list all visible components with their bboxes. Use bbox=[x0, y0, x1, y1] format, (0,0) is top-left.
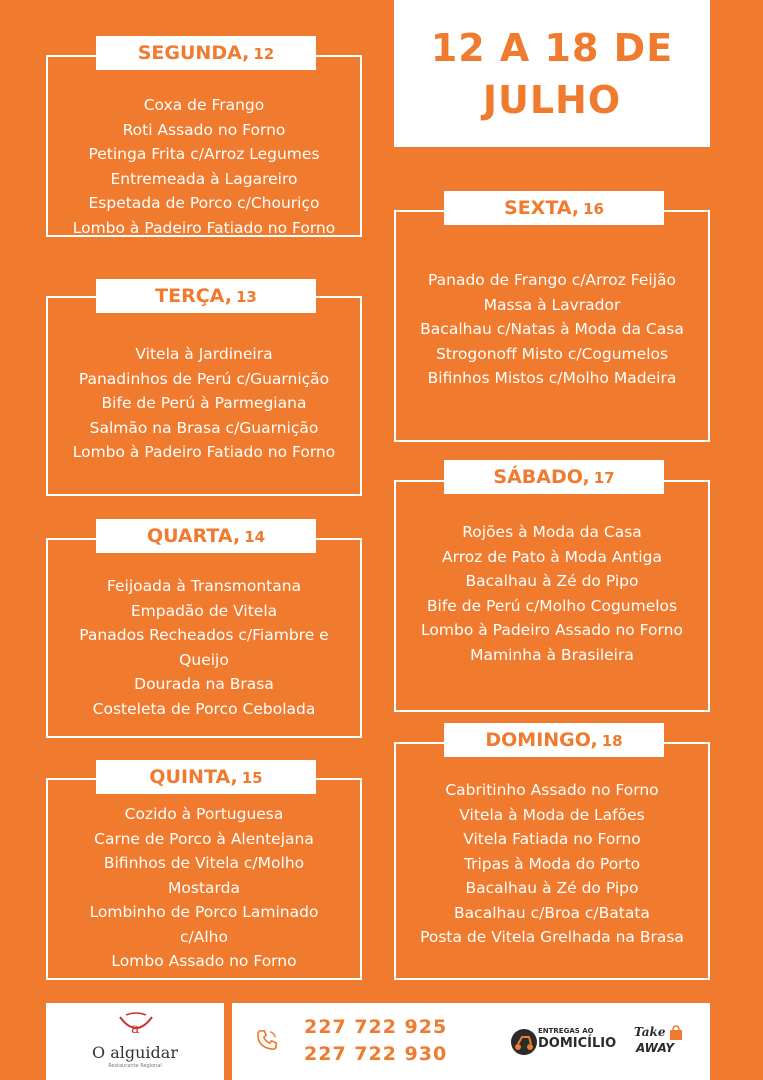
day-number: 15 bbox=[241, 769, 263, 787]
menu-item: Rojões à Moda da Casa bbox=[462, 523, 642, 541]
menu-item: Salmão na Brasa c/Guarnição bbox=[89, 418, 319, 437]
takeaway-text-top: Take bbox=[634, 1025, 666, 1039]
day-number: 13 bbox=[235, 288, 257, 306]
menu-item: Lombo à Padeiro Assado no Forno bbox=[421, 621, 683, 639]
menu-item: Posta de Vitela Grelhada na Brasa bbox=[420, 928, 684, 946]
menu-item: Arroz de Pato à Moda Antiga bbox=[442, 547, 662, 566]
menu-item: Bife de Perú c/Molho Cogumelos bbox=[426, 596, 678, 615]
day-name: SÁBADO, bbox=[493, 466, 590, 488]
day-card-thursday bbox=[46, 778, 362, 980]
day-tab-sunday bbox=[444, 723, 664, 757]
contact-panel bbox=[232, 1003, 710, 1080]
day-number: 12 bbox=[253, 45, 275, 63]
day-name: DOMINGO, bbox=[485, 729, 598, 751]
restaurant-logo-panel bbox=[46, 1003, 224, 1080]
takeaway-bag-icon bbox=[668, 1025, 684, 1041]
menu-item: Vitela à Moda de Lafões bbox=[459, 805, 645, 824]
menu-item: Bifinhos de Vitela c/Molho bbox=[103, 854, 305, 872]
menu-list bbox=[48, 342, 360, 465]
day-card-monday bbox=[46, 55, 362, 237]
menu-item: Panado de Frango c/Arroz Feijão bbox=[428, 271, 676, 289]
day-name: SEGUNDA, bbox=[137, 42, 250, 64]
menu-list bbox=[48, 93, 360, 240]
menu-item: Queijo bbox=[179, 650, 229, 669]
day-card-tuesday bbox=[46, 296, 362, 496]
menu-item: c/Alho bbox=[180, 927, 228, 946]
menu-item: Vitela Fatiada no Forno bbox=[463, 830, 641, 848]
day-card-saturday bbox=[394, 480, 710, 712]
day-number: 14 bbox=[244, 528, 266, 546]
menu-item: Bacalhau à Zé do Pipo bbox=[465, 879, 639, 897]
menu-item: Bifinhos Mistos c/Molho Madeira bbox=[427, 369, 677, 387]
day-number: 16 bbox=[583, 200, 604, 218]
menu-item: Empadão de Vitela bbox=[130, 601, 278, 620]
menu-item: Petinga Frita c/Arroz Legumes bbox=[88, 145, 320, 163]
menu-item: Massa à Lavrador bbox=[483, 295, 621, 314]
day-number: 17 bbox=[593, 469, 615, 487]
title-line-2: JULHO bbox=[482, 78, 622, 122]
menu-item: Lombinho de Porco Laminado bbox=[89, 903, 319, 921]
day-tab-thursday bbox=[96, 760, 316, 794]
phone-number-2[interactable]: 227 722 930 bbox=[304, 1043, 448, 1065]
menu-item: Bife de Perú à Parmegiana bbox=[101, 394, 307, 412]
day-number: 18 bbox=[601, 732, 623, 750]
date-range-title bbox=[394, 0, 710, 147]
day-card-sunday bbox=[394, 742, 710, 980]
menu-list bbox=[396, 268, 708, 391]
home-delivery-badge bbox=[510, 1025, 617, 1059]
day-tab-saturday bbox=[444, 460, 664, 494]
menu-item: Vitela à Jardineira bbox=[135, 345, 273, 363]
menu-item: Entremeada à Lagareiro bbox=[110, 169, 298, 188]
menu-list bbox=[48, 802, 360, 974]
alguidar-logo-icon bbox=[116, 1011, 156, 1041]
menu-item: Strogonoff Misto c/Cogumelos bbox=[435, 344, 669, 363]
menu-item: Roti Assado no Forno bbox=[122, 120, 286, 139]
menu-item: Maminha à Brasileira bbox=[470, 645, 634, 664]
logo-text: O alguidar bbox=[92, 1043, 178, 1062]
menu-item: Panadinhos de Perú c/Guarnição bbox=[78, 369, 330, 388]
day-tab-monday bbox=[96, 36, 316, 70]
scooter-icon bbox=[510, 1027, 538, 1057]
day-card-wednesday bbox=[46, 538, 362, 738]
day-card-friday bbox=[394, 210, 710, 442]
title-line-1: 12 A 18 DE bbox=[430, 26, 674, 70]
menu-item: Coxa de Frango bbox=[143, 96, 265, 114]
menu-item: Mostarda bbox=[168, 878, 240, 897]
menu-item: Dourada na Brasa bbox=[134, 675, 274, 693]
menu-item: Bacalhau c/Broa c/Batata bbox=[454, 903, 650, 922]
day-name: TERÇA, bbox=[155, 285, 232, 307]
delivery-text-bottom: DOMICÍLIO bbox=[538, 1036, 617, 1051]
day-name: QUINTA, bbox=[149, 766, 238, 788]
phone-number-1[interactable]: 227 722 925 bbox=[304, 1016, 448, 1038]
menu-list bbox=[48, 574, 360, 721]
menu-item: Lombo à Padeiro Fatiado no Forno bbox=[72, 218, 336, 237]
takeaway-text-bottom: AWAY bbox=[636, 1041, 675, 1055]
menu-item: Carne de Porco à Alentejana bbox=[94, 829, 314, 848]
menu-item: Tripas à Moda do Porto bbox=[463, 854, 641, 873]
menu-item: Bacalhau c/Natas à Moda da Casa bbox=[420, 320, 684, 338]
menu-item: Lombo Assado no Forno bbox=[111, 952, 297, 970]
svg-text:a: a bbox=[131, 1021, 140, 1037]
menu-item: Feijoada à Transmontana bbox=[106, 577, 302, 595]
day-tab-tuesday bbox=[96, 279, 316, 313]
menu-item: Cabritinho Assado no Forno bbox=[445, 781, 659, 799]
takeaway-badge bbox=[630, 1021, 690, 1061]
day-name: QUARTA, bbox=[146, 525, 241, 547]
menu-item: Cozido à Portuguesa bbox=[124, 805, 284, 823]
menu-list bbox=[396, 778, 708, 950]
delivery-text-top: ENTREGAS AO bbox=[538, 1027, 594, 1035]
day-tab-friday bbox=[444, 191, 664, 225]
day-tab-wednesday bbox=[96, 519, 316, 553]
menu-item: Panados Recheados c/Fiambre e bbox=[79, 626, 329, 644]
logo-subtitle: Restaurante Regional bbox=[108, 1063, 162, 1069]
menu-item: Lombo à Padeiro Fatiado no Forno bbox=[72, 443, 336, 461]
menu-item: Bacalhau à Zé do Pipo bbox=[465, 572, 639, 590]
phone-icon bbox=[256, 1029, 278, 1051]
menu-list bbox=[396, 520, 708, 667]
day-name: SEXTA, bbox=[504, 197, 580, 219]
menu-item: Espetada de Porco c/Chouriço bbox=[88, 194, 320, 212]
menu-item: Costeleta de Porco Cebolada bbox=[92, 699, 316, 718]
